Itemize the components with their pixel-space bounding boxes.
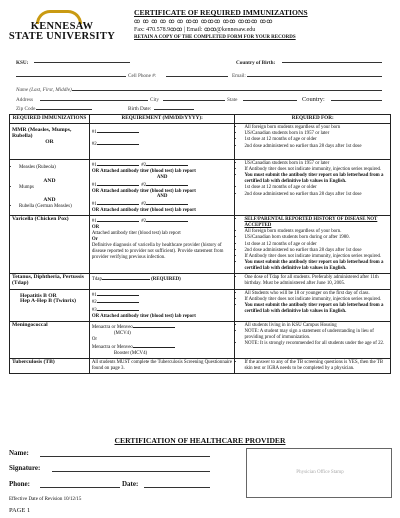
revision-date: Effective Date of Revision 10/12/15 (9, 497, 82, 502)
list-item: • If Antibody titer does not indicate immunity, injection series required. (244, 297, 388, 303)
hep-dose-1-field[interactable] (97, 291, 139, 296)
form-header (134, 8, 396, 42)
tdap-date-field[interactable] (102, 275, 150, 280)
provider-date-label: Date: (122, 480, 139, 488)
hep-doses (89, 289, 235, 322)
col-header-immunizations: REQUIRED IMMUNIZATIONS (10, 115, 90, 124)
country-field[interactable] (331, 100, 382, 101)
certification-title: CERTIFICATION OF HEALTHCARE PROVIDER (114, 436, 286, 445)
provider-name-field[interactable] (40, 456, 210, 457)
provider-phone-field[interactable] (40, 487, 120, 488)
diagnosis-option: Definitive diagnosis of varicella by healthcare provider (history of disease reported to provider not sufficient). Provide statement from provider verifying previous infection. (91, 242, 224, 260)
col-header-requirement: REQUIREMENT (MM/DD/YYYY): (89, 115, 235, 124)
logo-line-2: STATE UNIVERSITY (8, 31, 116, 42)
physician-stamp-box (246, 448, 392, 498)
logo-line-1: KENNESAW (30, 21, 94, 32)
email-field[interactable] (247, 76, 382, 77)
ksu-id-field[interactable] (34, 62, 130, 63)
list-item: • US/Canadian students born in 1957 or later (244, 131, 388, 137)
and-label: AND (43, 196, 56, 203)
list-item: • 1st dose at 12 months of age or older (244, 185, 388, 191)
name-field[interactable] (72, 90, 382, 91)
col-header-required-for: REQUIRED FOR: (235, 115, 391, 124)
immunization-table (9, 114, 391, 374)
tb-requirements (235, 358, 391, 373)
state-field[interactable] (243, 100, 297, 101)
country-of-birth-field[interactable] (282, 62, 382, 63)
mening-requirements (235, 322, 391, 359)
cell-phone-field[interactable] (166, 76, 228, 77)
vaccine-label: Menactra or Menveo (91, 344, 133, 350)
hep-name-1: Hepatitis B OR (20, 292, 57, 299)
table-row (10, 274, 391, 289)
table-header-row (10, 115, 391, 124)
dose-label: #1 (91, 202, 97, 208)
tb-cell (10, 358, 90, 373)
mmr-requirements (235, 123, 391, 159)
tb-name: Tuberculosis (TB) (12, 358, 55, 365)
office-address: ꝏ ꝏ ꝏ ꝏ ꝏ ꝏ ꝏꝏ ꝏꝏꝏ ꝏꝏ ꝏꝏꝏ ꝏꝏ (134, 19, 274, 25)
table-row (10, 159, 391, 215)
list-item: • If Antibody titer does not indicate immunity, injection series required. (244, 167, 388, 173)
row2-field-a[interactable] (16, 76, 126, 77)
titer-option: Attached antibody titer (blood test) lab report (91, 230, 181, 236)
tb-note: All students MUST complete the Tuberculosis Screening Questionnaire found on page 3. (91, 359, 233, 371)
mening-dose-field[interactable] (133, 323, 175, 328)
mening-doses (89, 322, 235, 359)
vaccine-code: (MCV4) (113, 331, 131, 337)
measles-dose-2-field[interactable] (146, 161, 188, 166)
cell-phone-label: Cell Phone #: (128, 73, 157, 79)
rubella-dose-1-field[interactable] (97, 200, 139, 205)
list-item: • 1st dose at 12 months of age or older (244, 242, 388, 248)
list-item: • If the answer to any of the TB screening questions is YES, then the TB skin test or IGRA needs to be completed by a physician. (244, 360, 388, 372)
address-label: Address (16, 97, 34, 103)
measles-dose-1-field[interactable] (97, 161, 139, 166)
dose-label: #2 (141, 182, 147, 188)
tb-requirement (89, 358, 235, 373)
mmr-or: OR (45, 138, 54, 145)
titer-option: OR Attached antibody titer (blood test) lab report (91, 188, 196, 194)
tdap-label: Tdap (91, 277, 102, 283)
list-item: • NOTE: It is strongly recommended for all students under the age of 22. (244, 341, 388, 347)
mmr-separate-cell (10, 159, 90, 215)
table-row (10, 216, 391, 274)
hep-dose-3-field[interactable] (97, 306, 139, 311)
list-item: • If Antibody titer does not indicate immunity, injection series required. (244, 254, 388, 260)
list-item: • SELF/PARENTAL REPORTED HISTORY OF DISEASE NOT ACCEPTED (244, 217, 388, 229)
mumps-dose-2-field[interactable] (146, 181, 188, 186)
tdap-required-label: (REQUIRED) (151, 277, 181, 283)
list-item: • You must submit the antibody titer report on lab letterhead from a certified lab with definitive lab values in English. (244, 173, 388, 185)
hep-cell (10, 289, 90, 322)
list-item: • 2nd dose administered no earlier than 28 days after 1st dose (244, 192, 388, 198)
varicella-dose-1-field[interactable] (97, 217, 139, 222)
form-title: CERTIFICATE OF REQUIRED IMMUNIZATIONS (134, 8, 308, 17)
table-row (10, 358, 391, 373)
varicella-cell (10, 216, 90, 274)
mmr-name: MMR (Measles, Mumps, Rubella) (12, 126, 72, 139)
name-label: Name (Last, First, Middle) (16, 87, 72, 93)
mmr-dose-2-field[interactable] (97, 140, 139, 145)
dose-label: #2 (141, 219, 147, 225)
provider-signature-field[interactable] (52, 471, 210, 472)
provider-name-label: Name: (9, 449, 29, 457)
and-label: AND (43, 177, 56, 184)
dose-label: #1 (91, 219, 97, 225)
tdap-name: Tetanus, Diphtheria, Pertussis (Tdap) (12, 274, 84, 287)
list-item: • All foreign born students regardless of your born (244, 125, 388, 131)
table-row (10, 322, 391, 359)
titer-option: OR Attached antibody titer (blood test) lab report (91, 168, 196, 174)
mening-cell (10, 322, 90, 359)
varicella-dose-2-field[interactable] (146, 217, 188, 222)
list-item: • 2nd dose administered no earlier than 28 days after 1st dose (244, 248, 388, 254)
dose-label: #2 (91, 141, 97, 147)
list-item: • One dose of Tdap for all students. Preferably administered after 11th birthday. Must be administered after June 10, 2005. (244, 275, 388, 287)
birth-date-field[interactable] (154, 109, 194, 110)
state-label: State (227, 97, 238, 103)
country-label: Country: (302, 96, 325, 103)
varicella-doses (89, 216, 235, 274)
or-label: Or (91, 336, 98, 342)
titer-option: OR Attached antibody titer (blood test) lab report (91, 314, 196, 320)
kennesaw-logo (8, 10, 116, 44)
city-field[interactable] (163, 100, 225, 101)
provider-signature-label: Signature: (9, 464, 41, 472)
stamp-placeholder: Physician Office Stamp (296, 470, 344, 475)
hep-requirements (235, 289, 391, 322)
varicella-name: Varicella (Chicken Pox) (12, 216, 69, 223)
hep-name-2: Hep A-Hep B (Twinrix) (20, 298, 76, 305)
list-item: • NOTE: A student may sign a statement of understanding in lieu of providing proof of immunization. (244, 329, 388, 341)
birth-date-label: Birth Date: (128, 106, 152, 112)
retain-notice: RETAIN A COPY OF THE COMPLETED FORM FOR YOUR RECORDS (134, 35, 296, 40)
and-label: AND (156, 174, 168, 180)
mmr-doses (89, 123, 235, 159)
address-field[interactable] (40, 100, 148, 101)
provider-phone-label: Phone: (9, 480, 30, 488)
list-item: • Rubella (German Measles) (19, 204, 87, 210)
titer-option: OR Attached antibody titer (blood test) lab report (91, 208, 196, 214)
list-item: • US/Canadian born students born during or after 1980. (244, 235, 388, 241)
dose-label: #1 (91, 162, 97, 168)
country-of-birth-label: Country of Birth: (236, 60, 276, 66)
provider-date-field[interactable] (144, 487, 210, 488)
dose-label: #3 (91, 308, 97, 314)
page-number: PAGE 1 (9, 507, 31, 514)
dose-label: #1 (91, 182, 97, 188)
list-item: • You must submit the antibody titer report on lab letterhead from a certified lab with definitive lab values in English. (244, 260, 388, 272)
city-label: City (150, 97, 159, 103)
mmr-separate-requirements (235, 159, 391, 215)
vaccine-code: Booster (MCV4) (113, 350, 148, 356)
dose-label: #1 (91, 292, 97, 298)
dose-label: #2 (141, 202, 147, 208)
or-label: OR (91, 225, 100, 231)
mmr-dose-1-field[interactable] (97, 128, 139, 133)
zip-code-field[interactable] (36, 109, 92, 110)
ksu-id-label: KSU: (16, 60, 29, 66)
email-label: Email: (232, 73, 246, 79)
mening-name: Meningococcal (12, 322, 48, 329)
dose-label: #2 (91, 300, 97, 306)
list-item: • All students living in in KSU Campus Housing (244, 323, 388, 329)
zip-code-label: Zip Code (16, 106, 36, 112)
list-item: • 2nd dose administered no earlier than 28 days after 1st dose (244, 144, 388, 150)
table-row (10, 123, 391, 159)
list-item: • Mumps (19, 185, 87, 191)
tdap-requirements (235, 274, 391, 289)
varicella-requirements (235, 216, 391, 274)
tdap-cell (10, 274, 90, 289)
dose-label: #2 (141, 162, 147, 168)
mmr-cell (10, 123, 90, 159)
mmr-separate-doses (89, 159, 235, 215)
mening-booster-field[interactable] (133, 343, 175, 348)
or-label: Or (91, 236, 98, 242)
and-label: AND (156, 194, 168, 200)
list-item: • All Students who will be 18 or younger on the first day of class. (244, 291, 388, 297)
list-item: • 1st dose at 12 months of age or older (244, 137, 388, 143)
table-row (10, 289, 391, 322)
hep-dose-2-field[interactable] (97, 298, 139, 303)
vaccine-label: Menactra or Menveo (91, 325, 133, 331)
list-item: • US/Canadian students born in 1957 or later (244, 161, 388, 167)
list-item: • Measles (Rubeola) (19, 165, 87, 171)
dose-label: #1 (91, 129, 97, 135)
list-item: • You must submit the antibody titer report on lab letterhead from a certified lab with definitive lab values in English. (244, 303, 388, 315)
rubella-dose-2-field[interactable] (146, 200, 188, 205)
office-contact: Fax: 470.578.9ꝏꝏ | Email: ꝏꝏ@kennesaw.edu (134, 27, 256, 33)
tdap-dose (89, 274, 235, 289)
list-item: • All foreign born students regardless of your born. (244, 229, 388, 235)
mumps-dose-1-field[interactable] (97, 181, 139, 186)
